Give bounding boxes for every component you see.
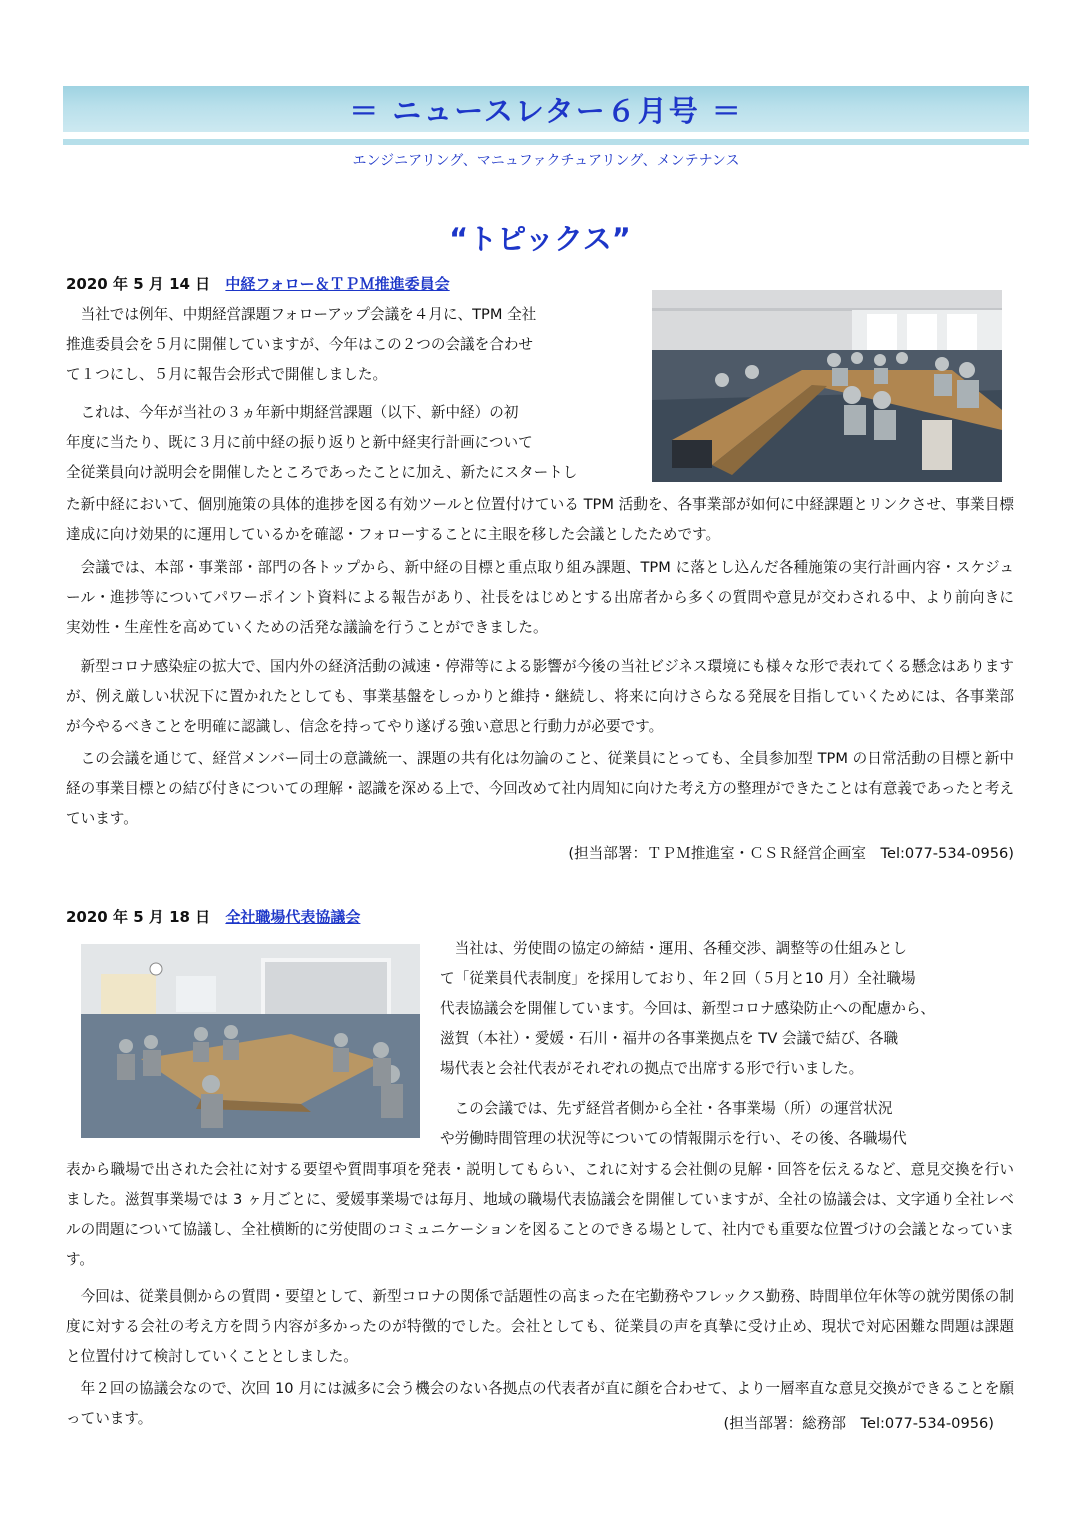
article2-credit: (担当部署：総務部 Tel:077-534-0956) — [723, 1415, 994, 1432]
article2-paragraph-4: 年２回の協議会なので、次回 10 月には滅多に会う機会のない各拠点の代表者が直に顔を合わせて、より一層率直な意見交換ができることを願っています。 — [66, 1380, 1014, 1427]
article1-credit: (担当部署：ＴＰＭ推進室・ＣＳＲ経営企画室 Tel:077-534-0956) — [568, 845, 1014, 862]
article2-paragraph-2b: 表から職場で出された会社に対する要望や質問事項を発表・説明してもらい、これに対する会社側の見解・回答を伝えるなど、意見交換を行いました。滋賀事業場では 3 ヶ月ごとに、愛媛事業場では毎月、地域の職場代表協議会を開催していますが、全社の協議会は、文字通り全社レベルの問題について協議し、全社横断的に労使間のコミュニケーションを図ることのできる場として、社内でも重要な位置づけの会議となっています。 — [66, 1161, 1014, 1268]
article1-paragraph-1: 当社では例年、中期経営課題フォローアップ会議を４月に、TPM 全社 推進委員会を５月に開催していますが、今年はこの２つの会議を合わせ て１つにし、５月に報告会形式で開催しました。 — [66, 306, 537, 383]
topics-heading: “トピックス” — [449, 222, 631, 256]
article2-title-link[interactable]: 全社職場代表協議会 — [225, 908, 361, 926]
article1-paragraph-5: この会議を通じて、経営メンバー同士の意識統一、課題の共有化は勿論のこと、従業員にとっても、全員参加型 TPM の日常活動の目標と新中経の事業目標との結び付きについての理解・認識を深める上で、今回改めて社内周知に向けた考え方の整理ができたことは有意義であったと考えています。 — [66, 750, 1014, 827]
article2-meeting-photo — [81, 944, 420, 1138]
article1-meeting-photo — [652, 290, 1002, 482]
article1-paragraph-2a: これは、今年が当社の３ヵ年新中期経営課題（以下、新中経）の初 年度に当たり、既に３月に前中経の振り返りと新中経実行計画について 全従業員向け説明会を開催したところであったことに加え、新たにスタートし — [66, 404, 578, 481]
header-divider — [63, 139, 1029, 145]
article1-paragraph-3: 会議では、本部・事業部・部門の各トップから、新中経の目標と重点取り組み課題、TPM に落とし込んだ各種施策の実行計画内容・スケジュール・進捗等についてパワーポイント資料による報告があり、社長をはじめとする出席者から多くの質問や意見が交わされる中、より前向きに実効性・生産性を高めていくための活発な議論を行うことができました。 — [66, 559, 1014, 636]
article2-paragraph-3: 今回は、従業員側からの質問・要望として、新型コロナの関係で話題性の高まった在宅勤務やフレックス勤務、時間単位年休等の就労関係の制度に対する会社の考え方を問う内容が多かったのが特徴的でした。会社としても、従業員の声を真摯に受け止め、現状で対応困難な問題は課題と位置付けて検討していくこととしました。 — [66, 1288, 1014, 1365]
article2-heading — [66, 906, 360, 927]
article2-paragraph-2a: この会議では、先ず経営者側から全社・各事業場（所）の運営状況 や労働時間管理の状況等についての情報開示を行い、その後、各職場代 — [440, 1100, 907, 1147]
newsletter-subtitle: エンジニアリング、マニュファクチュアリング、メンテナンス — [352, 153, 740, 169]
article1-heading — [66, 273, 450, 294]
article1-title-link[interactable]: 中経フォロー＆ＴＰＭ推進委員会 — [225, 275, 450, 293]
article1-paragraph-2b: た新中経において、個別施策の具体的進捗を図る有効ツールと位置付けている TPM 活動を、各事業部が如何に中経課題とリンクさせ、事業目標達成に向け効果的に運用しているかを確認・フォローすることに主眼を移した会議としたためです。 — [66, 496, 1014, 543]
article1-paragraph-4: 新型コロナ感染症の拡大で、国内外の経済活動の減速・停滞等による影響が今後の当社ビジネス環境にも様々な形で表れてくる懸念はありますが、例え厳しい状況下に置かれたとしても、事業基盤をしっかりと維持・継続し、将来に向けさらなる発展を目指していくためには、各事業部が今やるべきことを明確に認識し、信念を持ってやり遂げる強い意思と行動力が必要です。 — [66, 658, 1014, 735]
newsletter-title-band — [63, 86, 1029, 132]
article2-date: 2020 年 5 月 18 日 — [66, 908, 211, 926]
newsletter-title: ＝ ニュースレター６月号 ＝ — [349, 93, 743, 128]
article2-paragraph-1: 当社は、労使間の協定の締結・運用、各種交渉、調整等の仕組みとし て「従業員代表制度」を採用しており、年２回（５月と10 月）全社職場 代表協議会を開催しています。今回は、新型コロナ感染防止への配慮から、 滋賀（本社）・愛媛・石川・福井の各事業拠点を TV 会議で結び、各職 場代表と会社代表がそれぞれの拠点で出席する形で行いました。 — [440, 940, 936, 1077]
article1-date: 2020 年 5 月 14 日 — [66, 275, 211, 293]
